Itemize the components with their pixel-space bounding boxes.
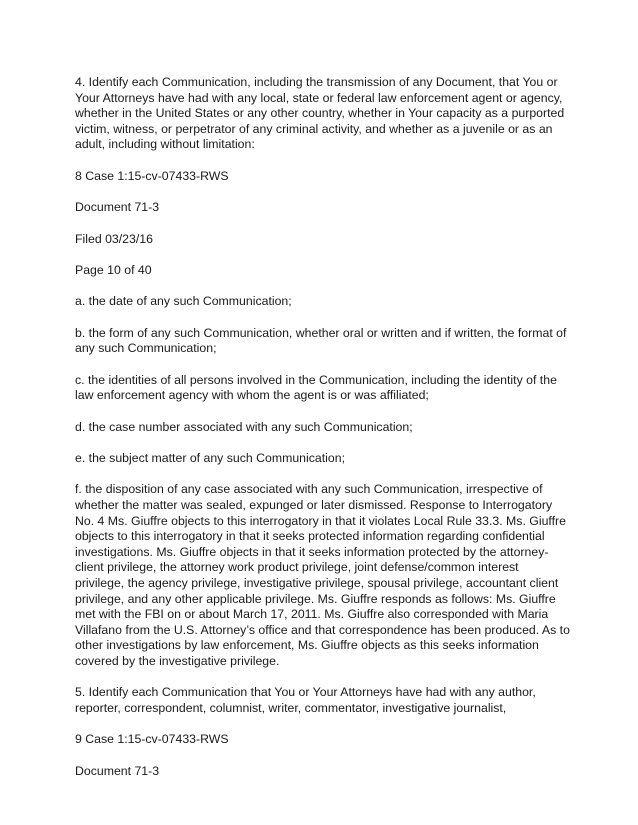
document-page [75, 75, 571, 795]
document-number-line: Document 71-3 [75, 200, 160, 215]
item-e-text: e. the subject matter of any such Communication; [75, 451, 345, 466]
document-number-line-2: Document 71-3 [75, 763, 160, 778]
interrogatory-4-text: 4. Identify each Communication, including the transmission of any Document, that You or Your Attorneys have had with any local, state or federal law enforcement agent or agency, whether in the United States or any other country, whether in Your capacity as a purported victim, witness, or perpetrator of any criminal activity, and whether as a juvenile or as an adult, including without limitation: [75, 75, 565, 152]
interrogatory-5-text: 5. Identify each Communication that You or Your Attorneys have had with any author, reporter, correspondent, columnist, writer, commentator, investigative journalist, [75, 685, 536, 715]
item-b-text: b. the form of any such Communication, whether oral or written and if written, the format of any such Communication; [75, 325, 567, 356]
item-f-response-text: f. the disposition of any case associated with any such Communication, irrespective of whether the matter was sealed, expunged or later dismissed. Response to Interrogatory No. 4 Ms. Giuffre objects to this interrogatory in that it violates Local Rule 33.3. Ms. Giuffre objects to this interrogatory in that it seeks protected information regarding confidential investigations. Ms. Giuffre objects in that it seeks information protected by the attorney-client privilege, the attorney work product privilege, joint defense/common interest privilege, the agency privilege, investigative privilege, spousal privilege, accountant client privilege, and any other applicable privilege. Ms. Giuffre responds as follows: Ms. Giuffre met with the FBI on or about March 17, 2011. Ms. Giuffre also corresponded with Maria Villafano from the U.S. Attorney’s office and that correspondence has been produced. As to other investigations by law enforcement, Ms. Giuffre objects as this seeks information covered by the investigative privilege. [75, 482, 570, 668]
page-number-line: Page 10 of 40 [75, 262, 152, 277]
item-c-text: c. the identities of all persons involved in the Communication, including the identity of the law enforcement agency with whom the agent is or was affiliated; [75, 372, 557, 403]
item-d-text: d. the case number associated with any such Communication; [75, 419, 413, 434]
filed-date-line: Filed 03/23/16 [75, 231, 153, 246]
item-a-text: a. the date of any such Communication; [75, 294, 292, 309]
case-header-line-2: 9 Case 1:15-cv-07433-RWS [75, 732, 229, 747]
case-header-line: 8 Case 1:15-cv-07433-RWS [75, 168, 229, 183]
